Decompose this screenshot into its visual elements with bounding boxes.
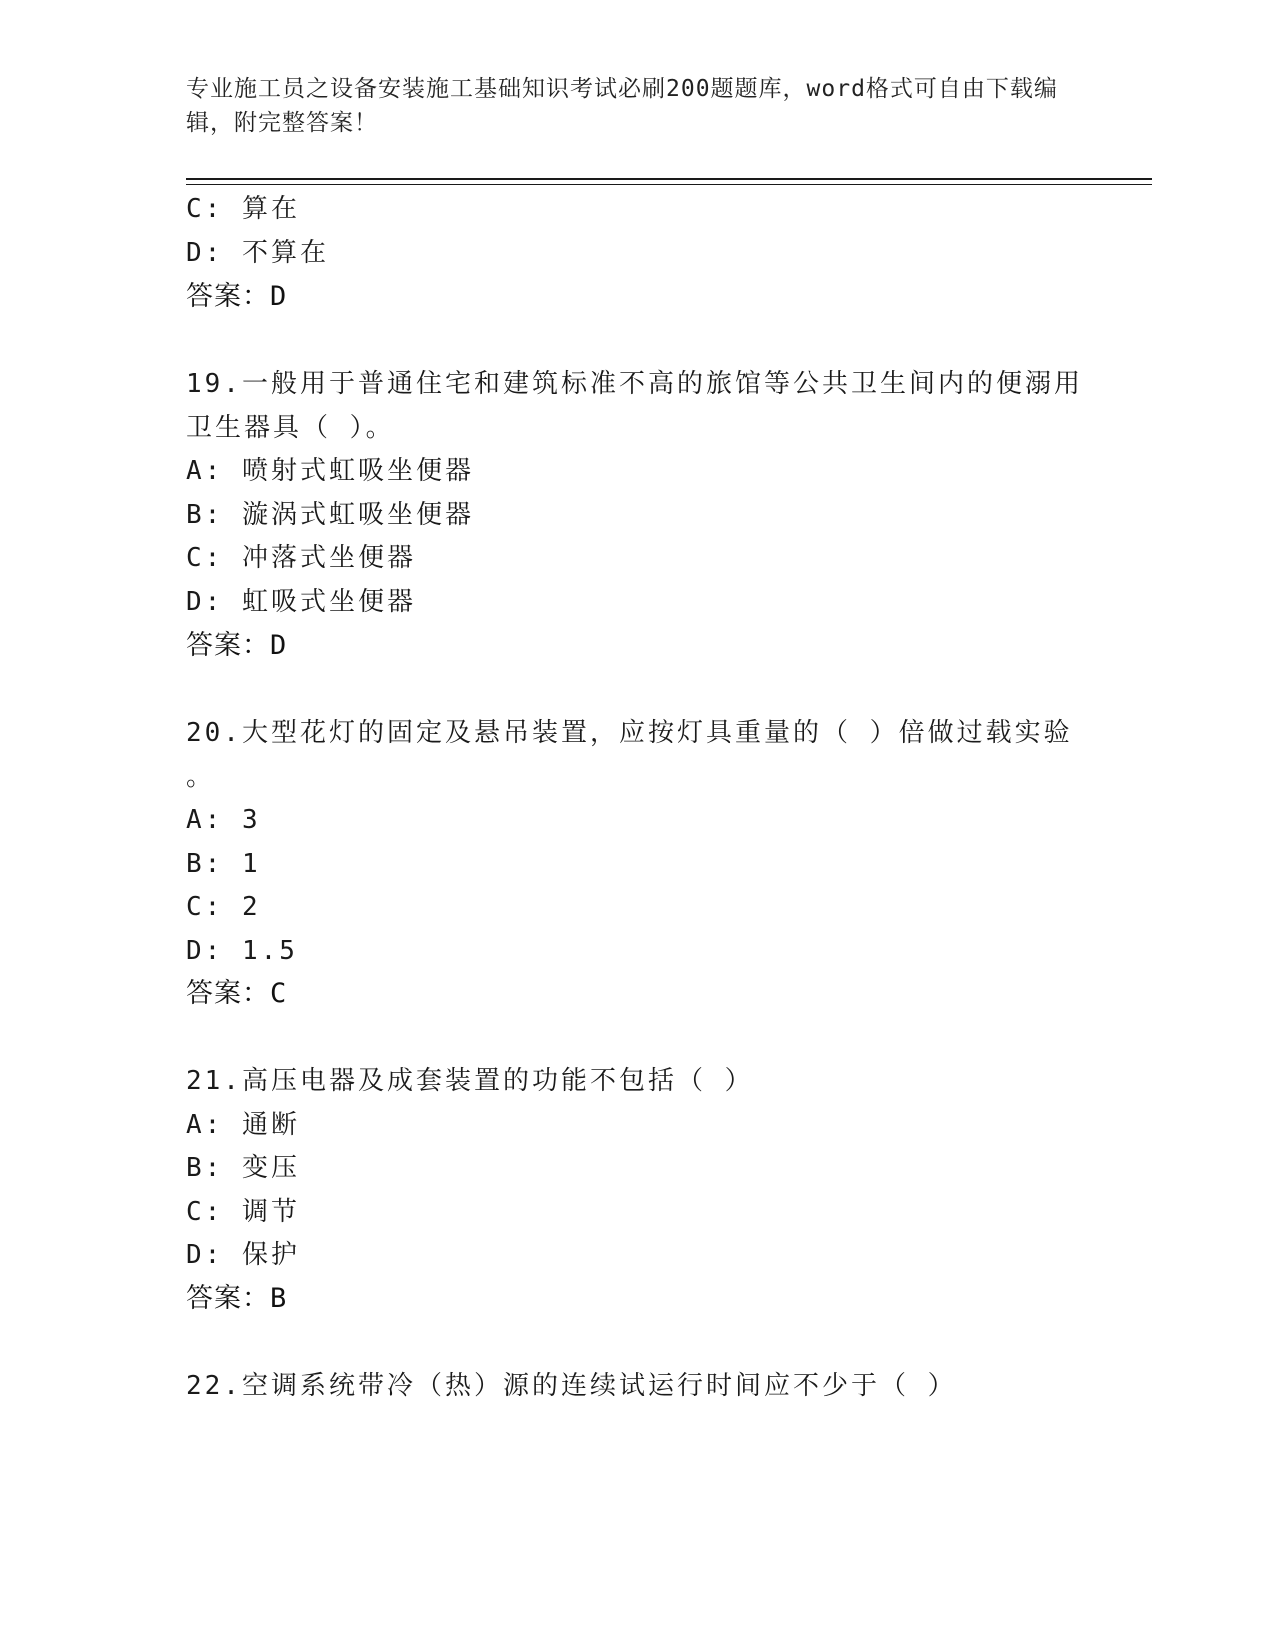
q19-option-b: B: 漩涡式虹吸坐便器 (186, 500, 474, 530)
document-header: 专业施工员之设备安装施工基础知识考试必刷200题题库，word格式可自由下载编辑，附完整答案！ (186, 76, 1058, 136)
q20-stem-line2: 。 (186, 762, 216, 792)
q20-option-d: D: 1.5 (186, 936, 298, 966)
q18-option-c: C: 算在 (186, 194, 300, 224)
q19-stem-line2: 卫生器具（ ）。 (186, 413, 395, 443)
q20-stem-line1: 20.大型花灯的固定及悬吊装置，应按灯具重量的（ ）倍做过载实验 (186, 718, 1073, 748)
q21-answer: 答案：B (186, 1283, 288, 1314)
q18-option-d: D: 不算在 (186, 238, 329, 268)
q22-stem-line1: 22.空调系统带冷（热）源的连续试运行时间应不少于（ ） (186, 1371, 957, 1401)
q19-answer: 答案：D (186, 630, 288, 661)
q21-option-a: A: 通断 (186, 1110, 300, 1140)
q18-answer: 答案：D (186, 281, 288, 312)
q20-option-a: A: 3 (186, 805, 261, 835)
q19-option-a: A: 喷射式虹吸坐便器 (186, 456, 474, 486)
q19-option-c: C: 冲落式坐便器 (186, 543, 416, 573)
q21-option-b: B: 变压 (186, 1153, 300, 1183)
header-rule-thin (186, 184, 1152, 185)
q20-answer: 答案：C (186, 978, 288, 1009)
q21-option-d: D: 保护 (186, 1240, 300, 1270)
q21-option-c: C: 调节 (186, 1197, 300, 1227)
q21-stem-line1: 21.高压电器及成套装置的功能不包括（ ） (186, 1066, 754, 1096)
q20-option-c: C: 2 (186, 892, 261, 922)
q19-option-d: D: 虹吸式坐便器 (186, 587, 416, 617)
q19-stem-line1: 19.一般用于普通住宅和建筑标准不高的旅馆等公共卫生间内的便溺用 (186, 369, 1083, 399)
q20-option-b: B: 1 (186, 849, 261, 879)
header-rule-thick (186, 178, 1152, 180)
